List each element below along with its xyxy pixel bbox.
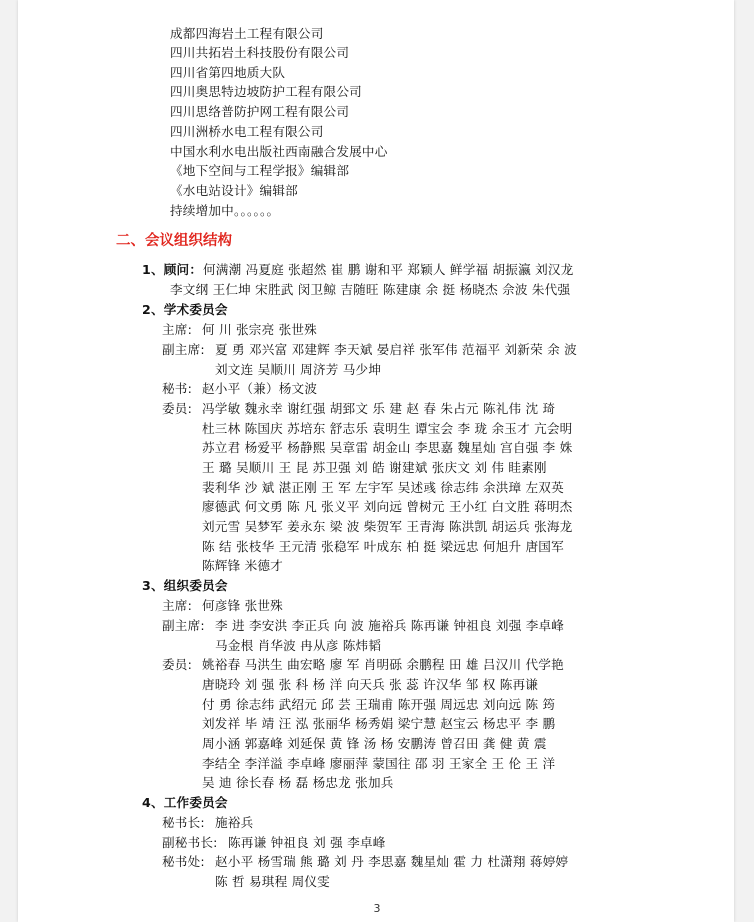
deputy-secretary-names: 陈再谦 钟祖良 刘 强 李卓峰 [228, 835, 386, 850]
organizing-members-line: 姚裕春 马洪生 曲宏略 廖 军 肖明砾 余鹏程 田 雄 吕汉川 代学艳 [202, 657, 564, 672]
academic-vice-line: 夏 勇 邓兴富 邓建辉 李天斌 晏启祥 张军伟 范福平 刘新荣 余 波 [215, 342, 577, 357]
academic-members-line: 王 璐 吴顺川 王 昆 苏卫强 刘 皓 谢建斌 张庆文 刘 伟 眭素刚 [202, 460, 547, 475]
academic-vice-line: 刘文连 吴顺川 周济芳 马少坤 [215, 362, 382, 377]
academic-members-line: 刘元雪 吴梦军 姜永东 梁 波 柴贺军 王青海 陈洪凯 胡运兵 张海龙 [202, 519, 573, 534]
organizing-members-line: 周小涵 郭嘉峰 刘延保 黄 锋 汤 杨 安鹏涛 曾召田 龚 健 黄 震 [202, 736, 547, 751]
secretariat-line: 赵小平 杨雪瑞 熊 璐 刘 丹 李思嘉 魏星灿 霍 力 杜潇翔 蒋婷婷 [215, 854, 569, 869]
academic-committee-title: 2、学术委员会 [142, 302, 228, 317]
organizing-vice-line: 马金根 肖华波 冉从彦 陈炜韬 [215, 638, 382, 653]
organizer-item: 《水电站设计》编辑部 [170, 183, 298, 198]
advisors-label: 1、顾问： [142, 262, 203, 277]
organizer-item: 四川省第四地质大队 [170, 65, 286, 80]
page-number: 3 [373, 902, 381, 915]
academic-chair-label: 主席: [162, 322, 193, 337]
organizer-item: 四川奥思特边坡防护工程有限公司 [170, 84, 362, 99]
organizing-members-line: 李结全 李洋溢 李卓峰 廖丽萍 蒙国往 邵 羽 王家全 王 伦 王 洋 [202, 756, 556, 771]
academic-members-line: 裴利华 沙 斌 湛正刚 王 军 左宇军 吴述彧 徐志纬 余洪璋 左双英 [202, 480, 564, 495]
academic-members-line: 杜三林 陈国庆 苏培东 舒志乐 袁明生 谭宝会 李 珑 余玉才 亢会明 [202, 421, 573, 436]
organizer-item: 成都四海岩土工程有限公司 [170, 26, 324, 41]
academic-members-label: 委员: [162, 401, 193, 416]
organizing-members-label: 委员: [162, 657, 193, 672]
organizing-members-line: 付 勇 徐志纬 武绍元 邱 芸 王瑞甫 陈开强 周远忠 刘向远 陈 筠 [202, 697, 556, 712]
academic-sec-label: 秘书: [162, 381, 193, 396]
academic-members-line: 苏立君 杨爱平 杨静熙 吴章雷 胡金山 李思嘉 魏星灿 宫自强 李 姝 [202, 440, 573, 455]
organizing-vice-line: 李 进 李安洪 李正兵 向 波 施裕兵 陈再谦 钟祖良 刘强 李卓峰 [215, 618, 565, 633]
section-heading: 二、会议组织结构 [116, 233, 232, 249]
advisors-line: 李文纲 王仁坤 宋胜武 闵卫鲸 吉随旺 陈建康 余 挺 杨晓杰 佘波 朱代强 [170, 282, 571, 297]
working-committee-title: 4、工作委员会 [142, 795, 228, 810]
secretariat-line: 陈 哲 易琪程 周仪雯 [215, 874, 330, 889]
organizing-vice-label: 副主席: [162, 618, 205, 633]
organizer-item: 中国水利水电出版社西南融合发展中心 [170, 144, 388, 159]
academic-members-line: 陈辉锋 米德才 [202, 558, 283, 573]
organizer-item: 四川共拓岩土科技股份有限公司 [170, 45, 350, 60]
deputy-secretary-label: 副秘书长: [162, 835, 218, 850]
organizer-item: 四川洲桥水电工程有限公司 [170, 124, 324, 139]
academic-members-line: 廖德武 何文勇 陈 凡 张义平 刘向远 曾树元 王小红 白文胜 蒋明杰 [202, 499, 573, 514]
advisors-line: 何满潮 冯夏庭 张超然 崔 鹏 谢和平 郑颖人 鲜学福 胡振瀛 刘汉龙 [203, 262, 574, 277]
organizer-item: 四川思络普防护网工程有限公司 [170, 104, 350, 119]
organizing-chair-names: 何彦锋 张世殊 [202, 598, 283, 613]
academic-vice-label: 副主席: [162, 342, 205, 357]
secretary-general-label: 秘书长: [162, 815, 205, 830]
secretary-general-name: 施裕兵 [215, 815, 254, 830]
organizing-chair-label: 主席: [162, 598, 193, 613]
organizing-committee-title: 3、组织委员会 [142, 578, 228, 593]
organizing-members-line: 吴 迪 徐长春 杨 磊 杨忠龙 张加兵 [202, 775, 394, 790]
secretariat-label: 秘书处: [162, 854, 205, 869]
academic-chair-names: 何 川 张宗亮 张世殊 [202, 322, 317, 337]
academic-sec-names: 赵小平（兼）杨文波 [202, 381, 318, 396]
academic-members-line: 冯学敏 魏永幸 谢红强 胡郅文 乐 建 赵 春 朱占元 陈礼伟 沈 琦 [202, 401, 556, 416]
organizing-members-line: 唐晓玲 刘 强 张 科 杨 洋 向天兵 张 蕊 许汉华 邹 权 陈再谦 [202, 677, 539, 692]
academic-members-line: 陈 结 张枝华 王元清 张稳军 叶成东 柏 挺 梁远忠 何旭升 唐国军 [202, 539, 564, 554]
organizing-members-line: 刘发祥 毕 靖 汪 泓 张丽华 杨秀娟 梁宁慧 赵宝云 杨忠平 李 鹏 [202, 716, 556, 731]
organizer-item: 持续增加中。。。。。。 [170, 203, 280, 218]
organizer-item: 《地下空间与工程学报》编辑部 [170, 163, 350, 178]
